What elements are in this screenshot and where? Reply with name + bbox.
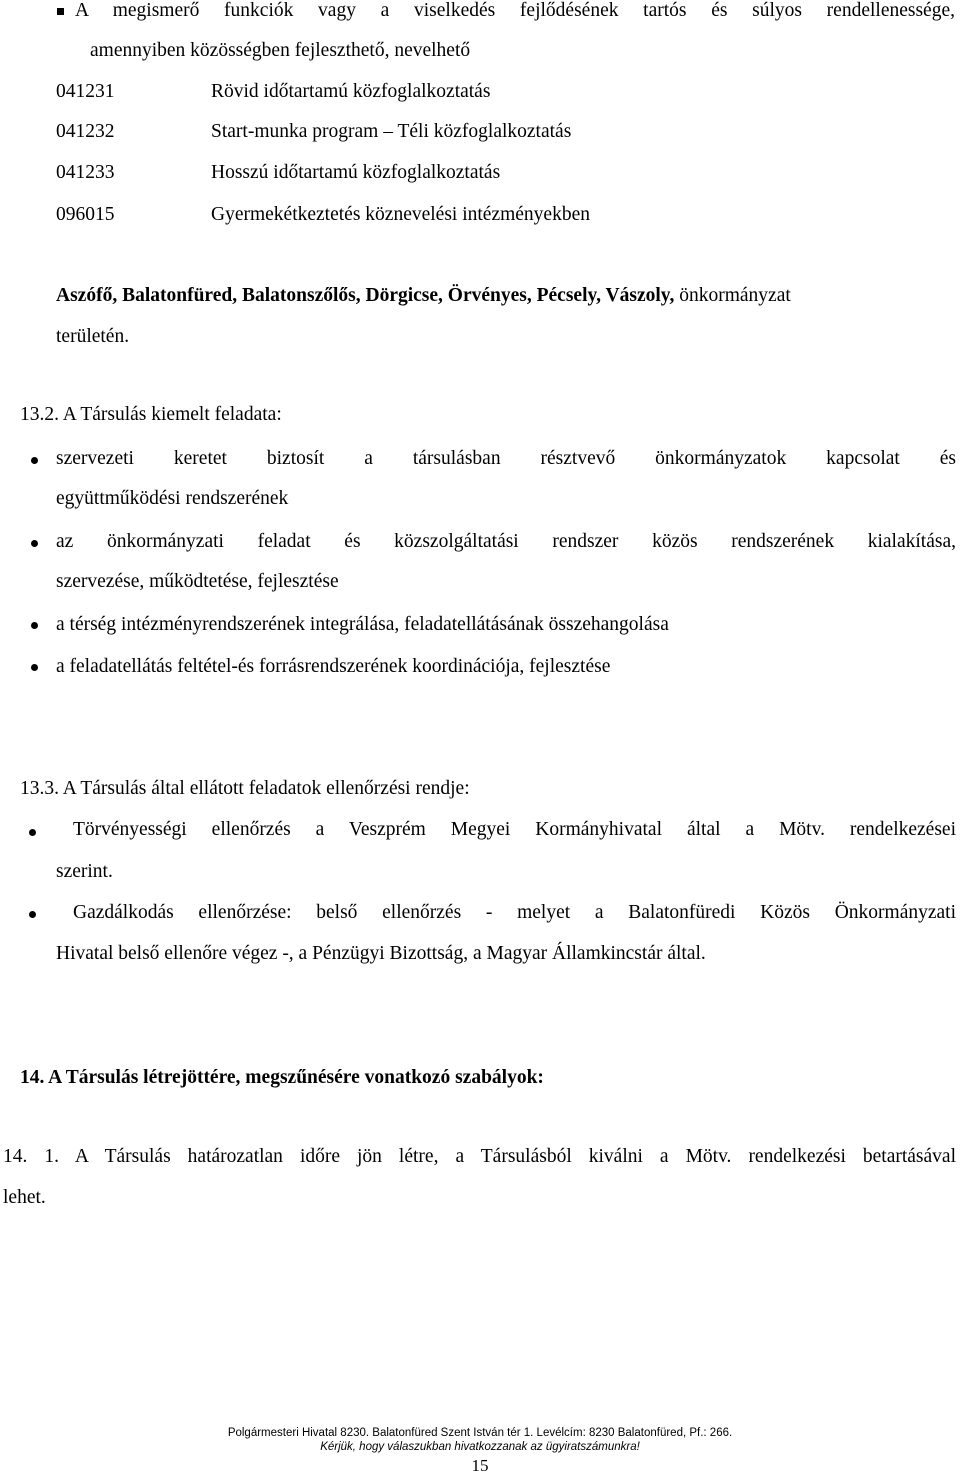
square-bullet-icon — [57, 8, 64, 15]
bullet-icon — [29, 829, 36, 836]
paragraph-text: 14. 1. A Társulás határozatlan időre jön létre, a Társulásból kiválni a Mötv. rendelkezési betartásával — [3, 1146, 956, 1167]
code-label: Hosszú időtartamú közfoglalkoztatás — [211, 162, 501, 183]
bullet-icon — [31, 664, 38, 671]
bullet-icon — [31, 622, 38, 629]
code-number: 041233 — [56, 162, 115, 183]
code-number: 096015 — [56, 204, 115, 225]
list-item-text: Hivatal belső ellenőre végez -, a Pénzügyi Bizottság, a Magyar Államkincstár által. — [56, 943, 706, 964]
code-number: 041231 — [56, 81, 115, 102]
area-line-end: területén. — [56, 326, 130, 347]
list-item-text: szerint. — [56, 861, 113, 882]
section-heading: 14. A Társulás létrejöttére, megszűnésére vonatkozó szabályok: — [20, 1067, 544, 1088]
area-suffix: önkormányzat — [679, 285, 791, 306]
bullet-icon — [31, 540, 38, 547]
list-item-text: a térség intézményrendszerének integrálása, feladatellátásának összehangolása — [56, 614, 669, 635]
area-municipalities: Aszófő, Balatonfüred, Balatonszőlős, Dörgicse, Örvényes, Pécsely, Vászoly, — [56, 285, 675, 306]
section-heading: 13.3. A Társulás által ellátott feladatok ellenőrzési rendje: — [20, 778, 470, 799]
section-heading: 13.2. A Társulás kiemelt feladata: — [20, 404, 282, 425]
list-item-text: Gazdálkodás ellenőrzése: belső ellenőrzés - melyet a Balatonfüredi Közös Önkormányzati — [73, 902, 956, 923]
list-item-text: együttműködési rendszerének — [56, 488, 289, 509]
paragraph-text: lehet. — [3, 1187, 46, 1208]
footer-address: Polgármesteri Hivatal 8230. Balatonfüred Szent István tér 1. Levélcím: 8230 Balatonfüred, Pf.: 266. — [227, 1427, 733, 1439]
code-label: Start-munka program – Téli közfoglalkoztatás — [211, 121, 572, 142]
list-item-text: szervezeti keretet biztosít a társulásban résztvevő önkormányzatok kapcsolat és — [56, 448, 956, 469]
list-item-text: az önkormányzati feladat és közszolgáltatási rendszer közös rendszerének kialakítása, — [56, 531, 956, 552]
bullet-text-line: amennyiben közösségben fejleszthető, nevelhető — [90, 40, 471, 61]
list-item-text: Törvényességi ellenőrzés a Veszprém Megyei Kormányhivatal által a Mötv. rendelkezései — [73, 819, 956, 840]
bullet-text-line: A megismerő funkciók vagy a viselkedés fejlődésének tartós és súlyos rendellenessége, — [75, 0, 955, 21]
bullet-icon — [31, 457, 38, 464]
bullet-icon — [29, 911, 36, 918]
code-label: Gyermekétkeztetés köznevelési intézményekben — [211, 204, 590, 225]
list-item-text: a feladatellátás feltétel-és forrásrendszerének koordinációja, fejlesztése — [56, 656, 611, 677]
footer-note: Kérjük, hogy válaszukban hivatkozzanak az ügyiratszámunkra! — [320, 1441, 640, 1453]
area-line — [56, 285, 791, 307]
page-number: 15 — [471, 1456, 489, 1475]
code-number: 041232 — [56, 121, 115, 142]
code-label: Rövid időtartamú közfoglalkoztatás — [211, 81, 491, 102]
list-item-text: szervezése, működtetése, fejlesztése — [56, 571, 339, 592]
